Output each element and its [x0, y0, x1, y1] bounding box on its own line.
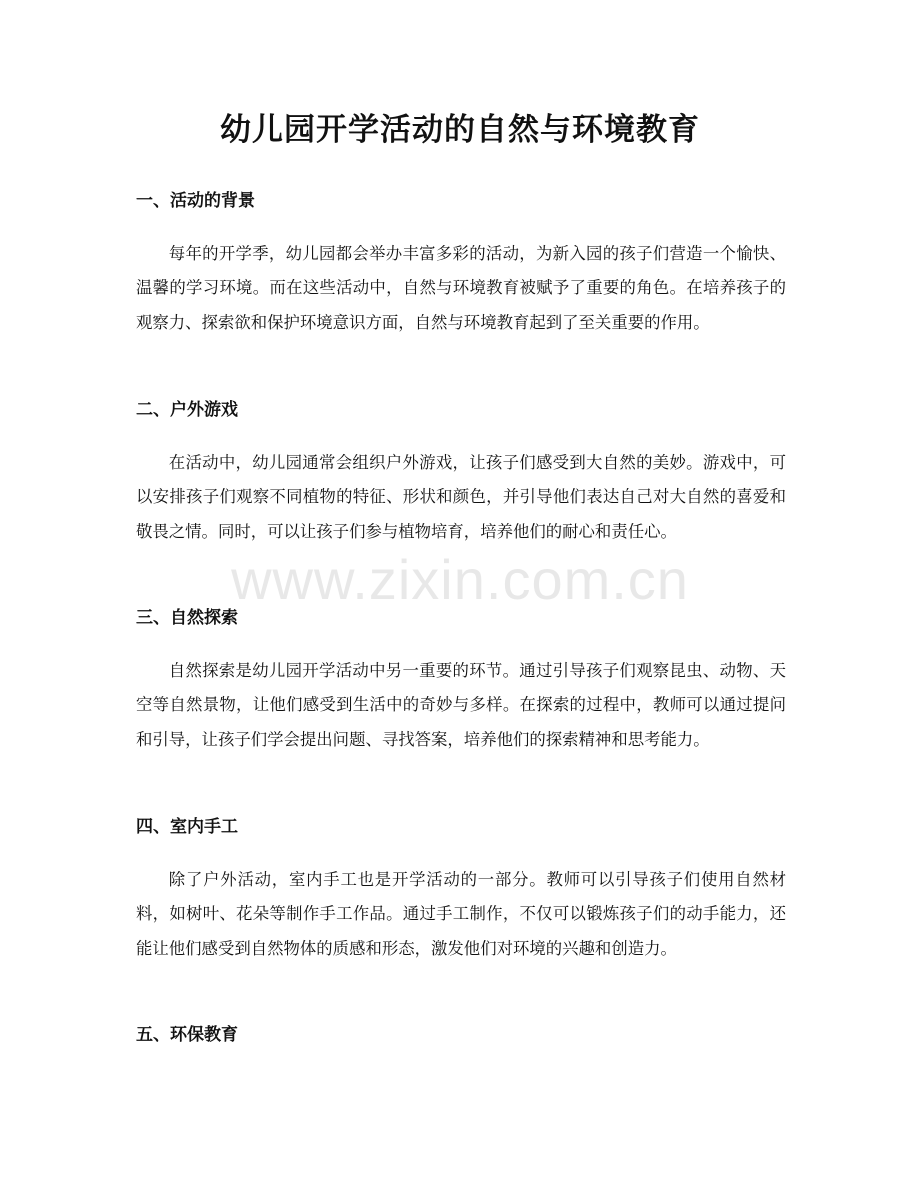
section-heading-environmental-education: 五、环保教育 — [136, 1025, 238, 1045]
document-title: 幼儿园开学活动的自然与环境教育 — [220, 112, 700, 148]
section-paragraph-outdoor-games: 在活动中，幼儿园通常会组织户外游戏，让孩子们感受到大自然的美妙。游戏中，可以安排孩子们观察不同植物的特征、形状和颜色，并引导他们表达自己对大自然的喜爱和敬畏之情。同时，可以让孩子们参与植物培育，培养他们的耐心和责任心。 — [136, 453, 786, 541]
section-paragraph-nature-exploration: 自然探索是幼儿园开学活动中另一重要的环节。通过引导孩子们观察昆虫、动物、天空等自然景物，让他们感受到生活中的奇妙与多样。在探索的过程中，教师可以通过提问和引导，让孩子们学会提出问题、寻找答案，培养他们的探索精神和思考能力。 — [136, 661, 786, 749]
section-paragraph-indoor-crafts: 除了户外活动，室内手工也是开学活动的一部分。教师可以引导孩子们使用自然材料，如树叶、花朵等制作手工作品。通过手工制作，不仅可以锻炼孩子们的动手能力，还能让他们感受到自然物体的质感和形态，激发他们对环境的兴趣和创造力。 — [136, 870, 786, 958]
section-heading-background: 一、活动的背景 — [136, 191, 255, 211]
section-heading-indoor-crafts: 四、室内手工 — [136, 817, 238, 837]
section-paragraph-background: 每年的开学季，幼儿园都会举办丰富多彩的活动，为新入园的孩子们营造一个愉快、温馨的学习环境。而在这些活动中，自然与环境教育被赋予了重要的角色。在培养孩子的观察力、探索欲和保护环境意识方面，自然与环境教育起到了至关重要的作用。 — [136, 244, 786, 332]
section-heading-outdoor-games: 二、户外游戏 — [136, 400, 238, 420]
watermark-text: www.zixin.com.cn — [231, 548, 689, 611]
section-heading-nature-exploration: 三、自然探索 — [136, 608, 238, 628]
